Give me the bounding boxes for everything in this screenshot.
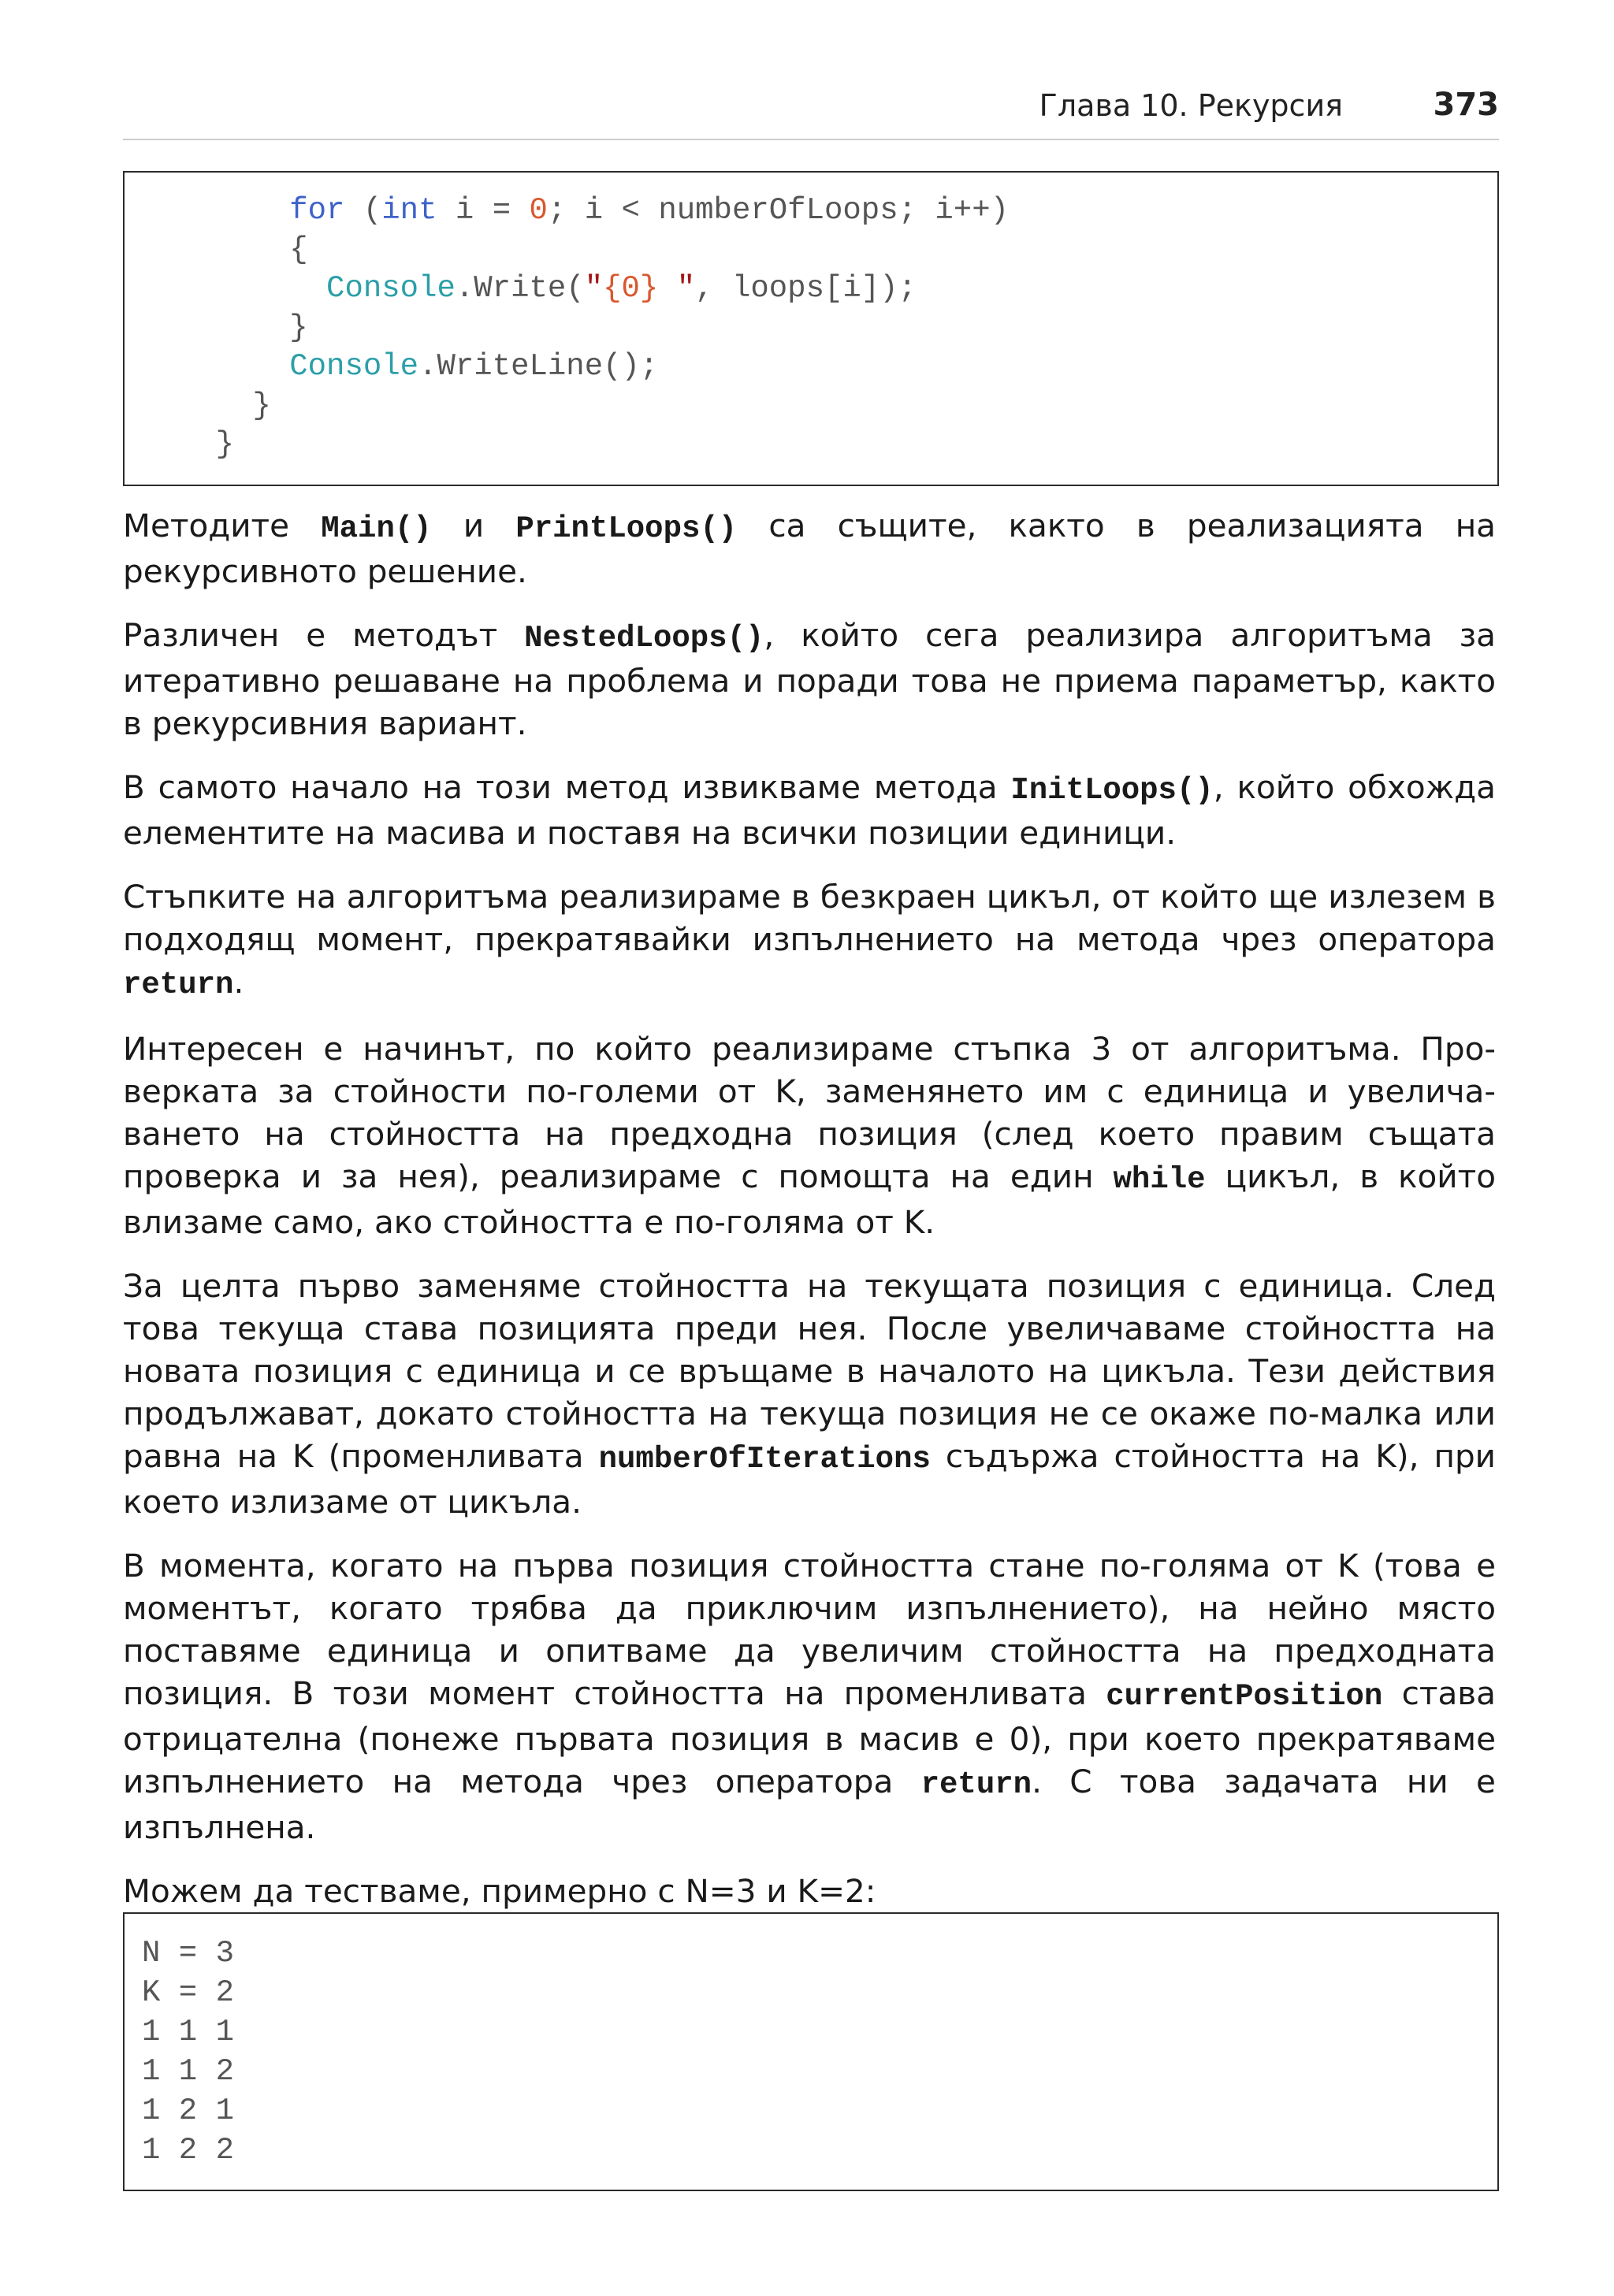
inline-code: currentPosition [1106,1679,1383,1714]
code-line [142,425,1497,465]
inline-code: NestedLoops() [524,621,764,656]
code-token: 0 [529,193,548,228]
paragraph [123,1870,1496,1912]
code-token: int [381,193,437,228]
code-token: ( [344,193,382,228]
paragraph [123,875,1496,1006]
text-run: цикъл, в който влизаме само, ако стойността е по-голяма от K. [123,1157,1496,1241]
paragraph [123,614,1496,745]
inline-code: Main() [321,511,432,546]
code-line [142,387,1497,426]
code-token: ; i < numberOfLoops; i++) [547,193,1010,228]
inline-code: return [920,1767,1032,1802]
text-run: , който обхожда елементите на масива и поставя на всички позиции единици. [123,768,1496,852]
text-run: . [233,963,244,1001]
paragraph [123,1265,1496,1523]
inline-code: return [123,968,234,1002]
code-line [142,347,1497,387]
code-token: .WriteLine(); [418,349,659,384]
code-token: {0} [603,271,659,306]
text-run: са същите, както в реализацията на рекурсивното решение. [123,507,1496,590]
text-run: Можем да тестваме, примерно с N=3 и K=2: [123,1872,876,1910]
text-run: В самото начало на този метод извикваме метода [123,768,1011,806]
page-number: 373 [1433,87,1499,123]
body-text [123,504,1496,1934]
code-token: , loops[i]); [695,271,917,306]
code-token: " [584,271,604,306]
code-token: Console [326,271,456,306]
code-token: " [658,271,696,306]
text-run: и [431,507,516,544]
text-run: В момента, когато на първа позиция стойността стане по-голяма от K (това е моментът, когато трябва да приключим изпълнението), на нейно място поставяме единица и опитваме да увеличим стойността на предходната позиция. В този момент стойността на променливата [123,1547,1496,1712]
output-line: 1 2 2 [142,2133,235,2168]
output-line: 1 1 1 [142,2015,235,2049]
code-listing [123,171,1499,486]
console-output-lines [125,1914,1497,2170]
console-output [123,1912,1499,2191]
code-token: { [289,232,308,267]
paragraph [123,766,1496,854]
code-token: } [289,310,308,345]
paragraph [123,1544,1496,1848]
text-run: съдържа стойността на K), при което излизаме от цикъла. [123,1437,1496,1521]
page-header [123,82,1499,140]
code-token: for [289,193,345,228]
code-token: } [215,427,235,462]
code-line [142,191,1497,231]
text-run: Интересен е начинът, по който реализираме стъпка 3 от алгоритъма. Проверката за стойности по-големи от K, заменянето им с единица и увеличаването на стойността на предходна позиция (след което правим същата проверка и за нея), реализираме с помощта на един [123,1030,1496,1195]
inline-code: while [1113,1162,1206,1197]
code-token: Console [289,349,419,384]
text-run: Различен е методът [123,616,525,654]
code-token: i = [437,193,530,228]
text-run: . С това задачата ни е изпълнена. [123,1763,1496,1846]
code-line [142,231,1497,270]
text-run: За целта първо заменяме стойността на текущата позиция с единица. След това текуща става позицията преди нея. После увеличаваме стойността на новата позиция с единица и се връщаме в началото на цикъла. Тези действия продължават, докато стойността на текуща позиция не се окаже по-малка или равна на K (променливата [123,1267,1496,1475]
code-line [142,309,1497,348]
code-token: } [252,388,271,423]
text-run: , който сега реализира алгоритъма за итеративно решаване на проблема и поради това не приема параметър, както в рекурсивния вариант. [123,616,1496,742]
output-line: 1 2 1 [142,2094,235,2128]
inline-code: PrintLoops() [515,511,738,546]
chapter-title: Глава 10. Рекурсия [1039,88,1343,123]
paragraph [123,1027,1496,1243]
text-run: Стъпките на алгоритъма реализираме в безкраен цикъл, от който ще излезем в подходящ момент, прекратявайки изпълнението на метода чрез оператора [123,878,1496,958]
output-line: K = 2 [142,1975,235,2010]
code-token: .Write( [455,271,585,306]
output-line: N = 3 [142,1936,235,1971]
paragraph [123,504,1496,593]
output-line: 1 1 2 [142,2054,235,2089]
text-run: Методите [123,507,322,544]
code-line [142,269,1497,309]
code-lines [125,173,1497,465]
inline-code: InitLoops() [1010,773,1214,808]
text-run: става отрицателна (понеже първата позиция в масив е 0), при което прекратяваме изпълнението на метода чрез оператора [123,1674,1496,1800]
inline-code: numberOfIterations [598,1442,931,1477]
